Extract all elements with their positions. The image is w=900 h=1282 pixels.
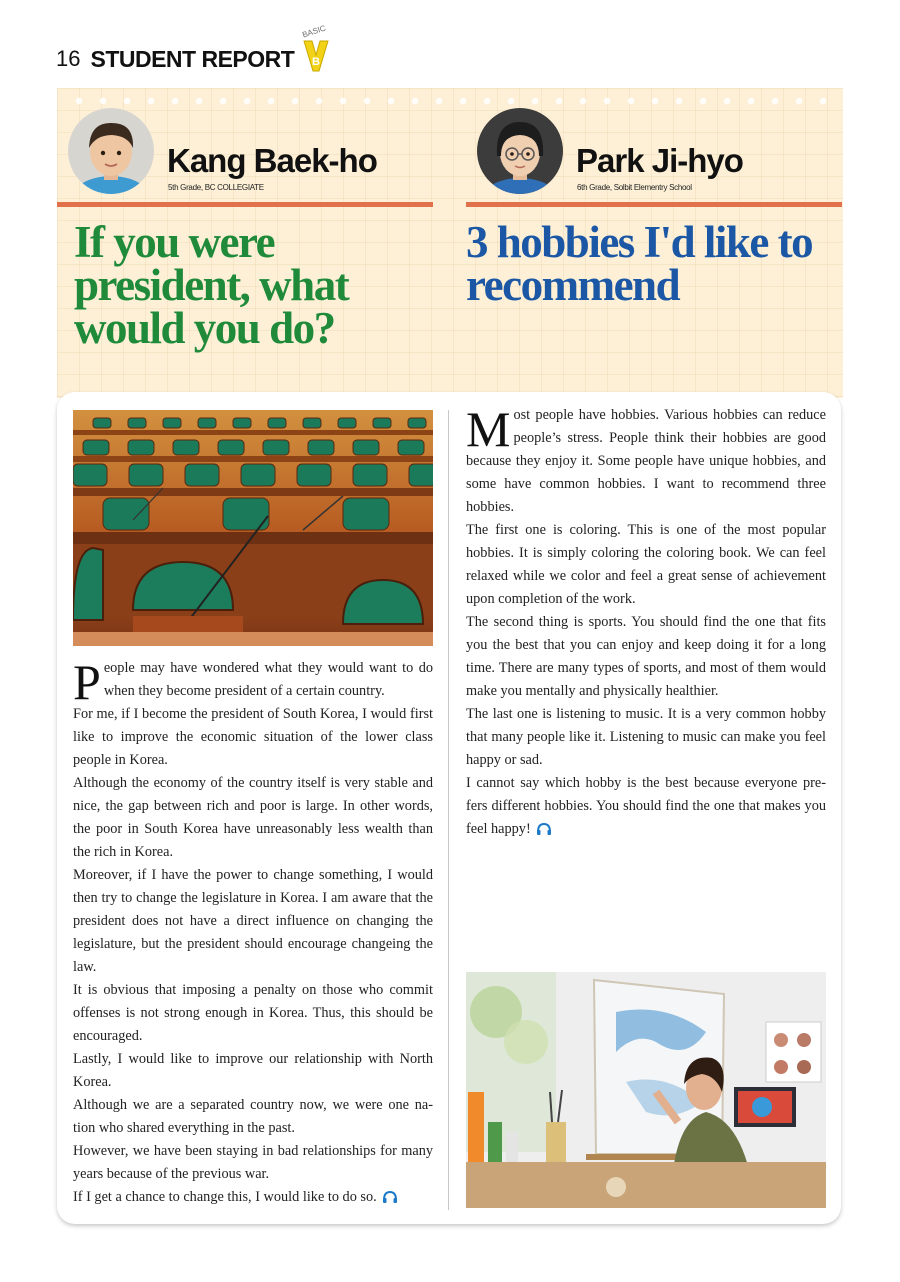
section-title: STUDENT REPORT [90, 45, 295, 72]
right-article [466, 401, 826, 841]
page-header [56, 23, 330, 76]
paragraph: The first one is coloring. This is one of the most popular hobbies. It is simply coloring the coloring book. We can feel relaxed while we color and feel a great sense of achievement upon completion of the work. [466, 522, 826, 607]
paragraph [466, 772, 826, 841]
right-headline: 3 hobbies I'd like to recommend [466, 217, 813, 310]
paragraph: Lastly, I would like to improve our relationship with North Korea. [73, 1051, 433, 1090]
paragraph: Moreover, if I have the power to change something, I would then try to change the legislature in Korea. I am aware that the president does not have a direct influence on changing the legislature, but the president should encourage changeing the law. [73, 867, 433, 975]
painting-photo [466, 972, 826, 1208]
column-divider [448, 410, 449, 1210]
author-name: Park Ji-hyo [576, 142, 743, 179]
paragraph-text: I cannot say which hobby is the best because everyone pre-fers different hobbies. You should find the one that makes you feel happy! [466, 775, 826, 837]
girl-portrait-icon [477, 108, 563, 194]
woman-painting-image [466, 972, 826, 1208]
drop-cap: M [466, 401, 511, 457]
paragraph: However, we have been staying in bad relationships for many years because of the previous war. [73, 1143, 433, 1182]
paragraph [73, 654, 433, 710]
headphones-icon [382, 1190, 398, 1203]
paragraph: It is obvious that imposing a penalty on those who commit offenses is not strong enough in Korea. Thus, this should be encouraged. [73, 982, 433, 1044]
paragraph-text: eople may have wondered what they would want to do when they become president of a certain country. [103, 660, 433, 699]
paragraph: Although the economy of the country itself is very stable and nice, the gap between rich and poor is large. In other words, the poor in South Korea have unreasonably less wealth than the rich in Korea. [73, 775, 433, 860]
banner [57, 88, 843, 398]
paragraph-text: ost people have hobbies. Various hobbies can reduce people’s stress. People think their hobbies are good because they enjoy it. Some people have unique hobbies, and some have common hobbies. I want to recommend three hobbies. [466, 407, 826, 515]
paragraph: Although we are a separated country now, we were one na-tion who shared everything in the past. [73, 1097, 433, 1136]
header-rule [57, 202, 433, 207]
headphones-icon [536, 822, 552, 835]
paragraph: The last one is listening to music. It is a very common hobby that many people like it. Listening to music can make you feel happy or sad. [466, 706, 826, 768]
boy-portrait-icon [68, 108, 154, 194]
paragraph-text: If I get a chance to change this, I would like to do so. [73, 1189, 377, 1205]
assembly-hall-photo [73, 410, 433, 646]
left-headline: If you were president, what would you do? [74, 217, 349, 353]
assembly-hall-image [73, 410, 433, 646]
avatar [68, 108, 154, 194]
header-rule [466, 202, 842, 207]
decorative-dots [67, 96, 833, 106]
author-name: Kang Baek-ho [167, 142, 377, 179]
page-number: 16 [56, 46, 81, 71]
paragraph [466, 401, 826, 519]
badge-letter: B [312, 56, 321, 68]
left-article [73, 654, 433, 1209]
avatar [477, 108, 563, 194]
paragraph [73, 1186, 433, 1209]
basic-badge [300, 23, 330, 75]
badge-v-icon [303, 39, 329, 73]
author-school: 5th Grade, BC COLLEGIATE [168, 183, 264, 192]
drop-cap: P [73, 654, 101, 710]
paragraph: For me, if I become the president of South Korea, I would first like to improve the economic situation of the lower class people in Korea. [73, 706, 433, 768]
author-school: 6th Grade, Solbit Elementry School [577, 183, 692, 192]
badge-label: BASIC [301, 23, 328, 40]
paragraph: The second thing is sports. You should find the one that fits you the best that you can enjoy and keep doing it for a long time. There are many types of sports, and most of them would make you mentally and physically healthier. [466, 614, 826, 699]
